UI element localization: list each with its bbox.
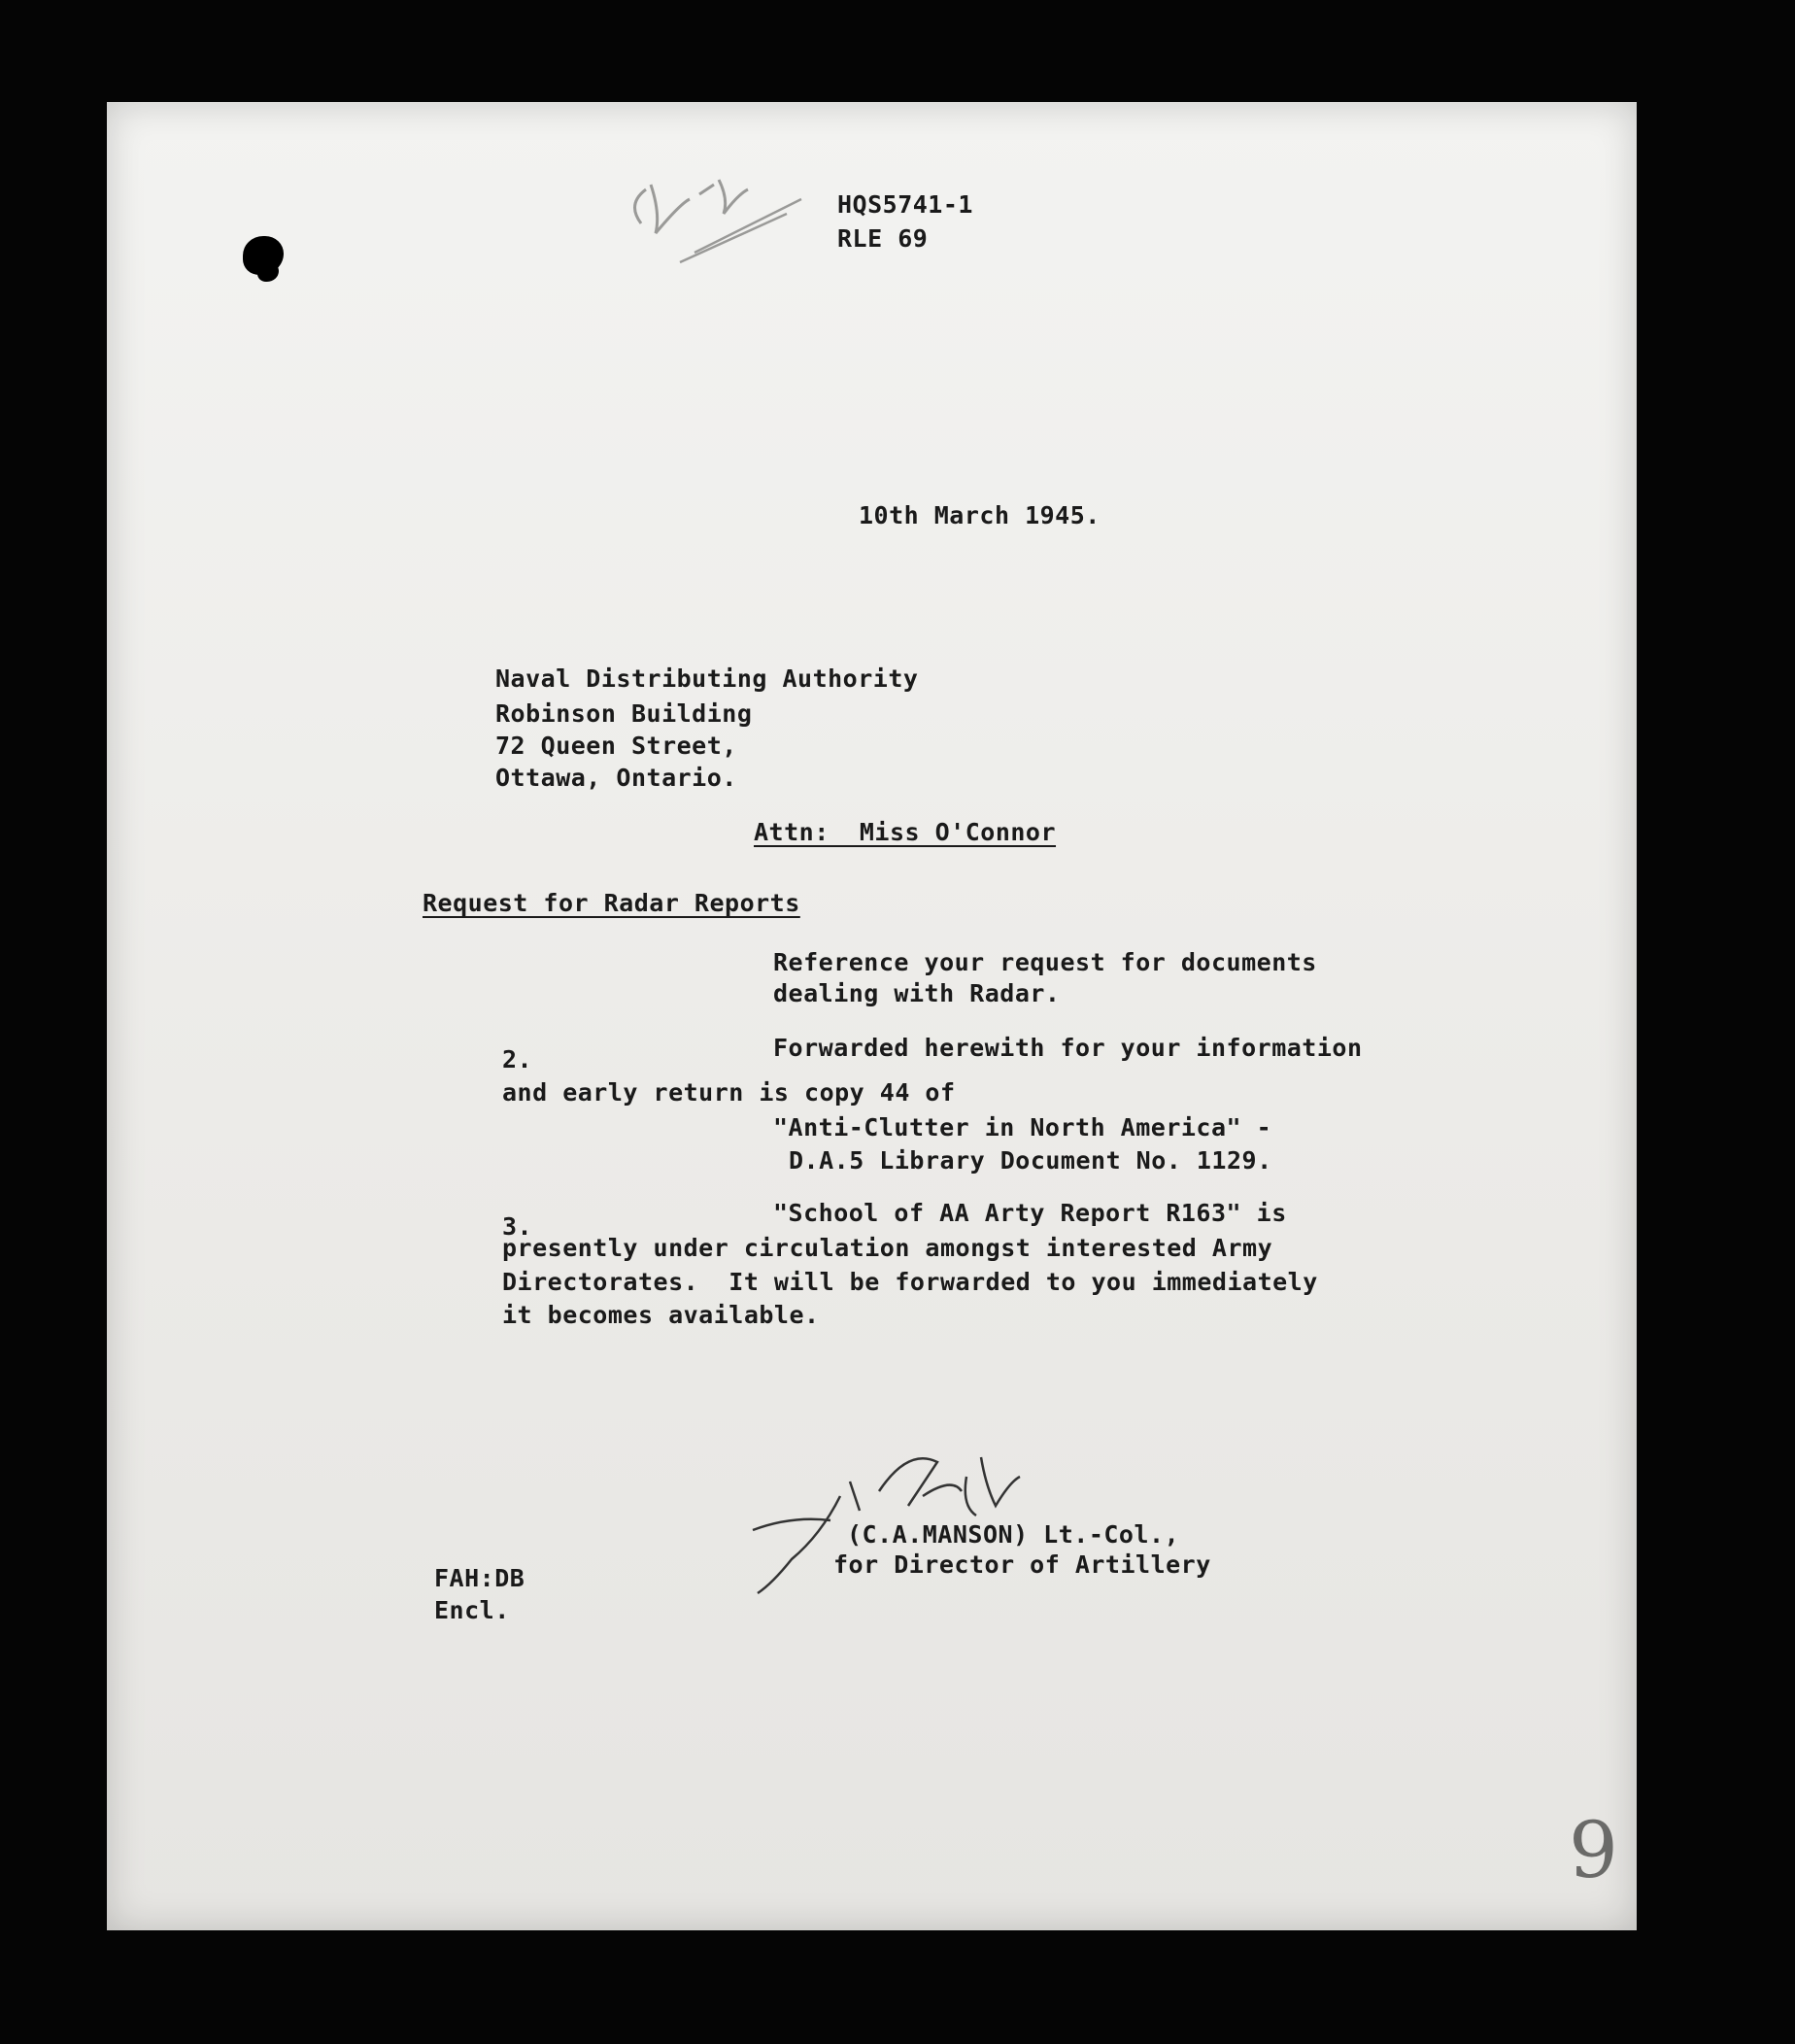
paragraph-3-line: "School of AA Arty Report R163" is [773, 1199, 1287, 1227]
enclosure-note: Encl. [434, 1596, 510, 1624]
signature-title: for Director of Artillery [833, 1550, 1211, 1579]
letter-date: 10th March 1945. [859, 501, 1101, 529]
signature-name: (C.A.MANSON) Lt.-Col., [847, 1520, 1180, 1549]
paragraph-2-line: "Anti-Clutter in North America" - [773, 1113, 1272, 1141]
subject-heading: Request for Radar Reports [423, 889, 800, 917]
recipient-line: Ottawa, Ontario. [495, 764, 737, 792]
recipient-line: Robinson Building [495, 699, 753, 728]
paragraph-3-line: it becomes available. [502, 1301, 820, 1329]
reference-initials: FAH:DB [434, 1564, 525, 1592]
file-reference: HQS5741-1 [837, 190, 973, 219]
recipient-line: Naval Distributing Authority [495, 664, 919, 693]
paragraph-1-line: Reference your request for documents [773, 948, 1317, 976]
paragraph-2-line: and early return is copy 44 of [502, 1078, 956, 1107]
paragraph-3-line: presently under circulation amongst interested Army [502, 1234, 1273, 1262]
recipient-line: 72 Queen Street, [495, 732, 737, 760]
paragraph-3-number: 3. [502, 1212, 533, 1241]
paragraph-2-line: Forwarded herewith for your information [773, 1034, 1363, 1062]
paragraph-2-line: D.A.5 Library Document No. 1129. [789, 1146, 1272, 1175]
letter-page [107, 102, 1637, 1930]
page-number: 9 [1569, 1805, 1618, 1895]
paragraph-3-line: Directorates. It will be forwarded to you immediately [502, 1268, 1318, 1296]
paragraph-2-number: 2. [502, 1045, 533, 1073]
paragraph-1-line: dealing with Radar. [773, 979, 1061, 1007]
attention-line: Attn: Miss O'Connor [754, 818, 1057, 846]
file-reference: RLE 69 [837, 224, 929, 253]
